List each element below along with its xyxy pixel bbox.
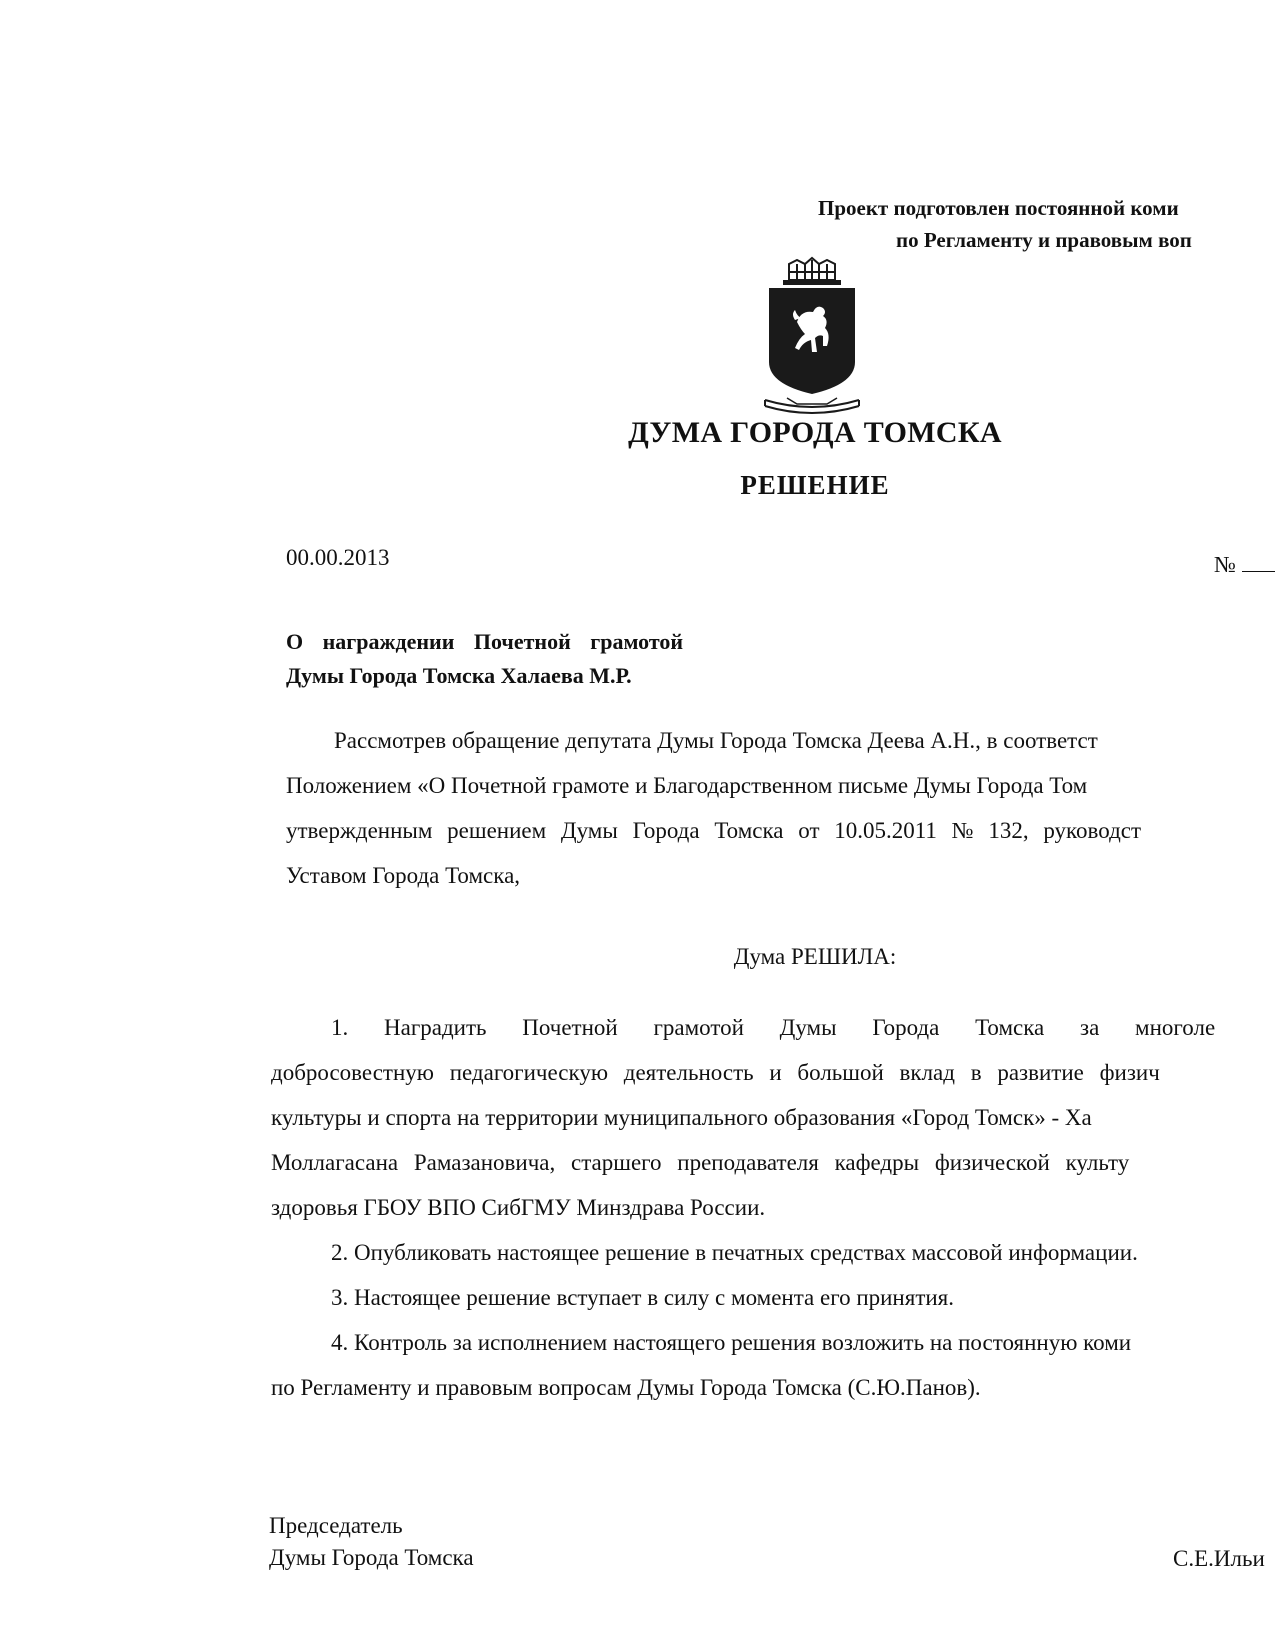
- document-date: 00.00.2013: [286, 545, 390, 570]
- signature-block: [269, 1510, 474, 1574]
- resolution-items: [271, 1005, 1275, 1410]
- preamble-line: Рассмотрев обращение депутата Думы Города Томска Деева А.Н., в соответст: [334, 728, 1098, 753]
- document-type: РЕШЕНИЕ: [740, 470, 890, 500]
- preamble: [286, 718, 1275, 898]
- organization-name: ДУМА ГОРОДА ТОМСКА: [628, 416, 1002, 449]
- document-number: [1214, 551, 1275, 578]
- preamble-line: Уставом Города Томска,: [286, 863, 521, 888]
- item-line: 1. Наградить Почетной грамотой Думы Города Томска за многоле: [331, 1015, 1216, 1040]
- subject-line-1: О награждении Почетной грамотой: [286, 629, 684, 654]
- subject-line-2: Думы Города Томска Халаева М.Р.: [286, 663, 632, 688]
- item-line: 4. Контроль за исполнением настоящего решения возложить на постоянную коми: [331, 1330, 1132, 1355]
- signature-title-line-1: Председатель: [269, 1513, 403, 1538]
- item-line: здоровья ГБОУ ВПО СибГМУ Минздрава России.: [271, 1195, 766, 1220]
- prepared-by-line-2: по Регламенту и правовым воп: [896, 228, 1192, 252]
- number-blank: [1242, 551, 1275, 572]
- item-line: Моллагасана Рамазановича, старшего преподавателя кафедры физической культу: [271, 1150, 1130, 1175]
- prepared-by-note: [818, 192, 1192, 256]
- document-subject: [286, 625, 683, 693]
- preamble-line: утвержденным решением Думы Города Томска от 10.05.2011 № 132, руководст: [286, 818, 1142, 843]
- prepared-by-line-1: Проект подготовлен постоянной коми: [818, 196, 1179, 220]
- item-line: 3. Настоящее решение вступает в силу с момента его принятия.: [331, 1285, 955, 1310]
- item-line: культуры и спорта на территории муниципального образования «Город Томск» - Ха: [271, 1105, 1092, 1130]
- preamble-line: Положением «О Почетной грамоте и Благодарственном письме Думы Города Том: [286, 773, 1088, 798]
- item-line: 2. Опубликовать настоящее решение в печатных средствах массовой информации.: [331, 1240, 1138, 1265]
- item-line: по Регламенту и правовым вопросам Думы Города Томска (С.Ю.Панов).: [271, 1375, 981, 1400]
- resolved-heading: Дума РЕШИЛА:: [733, 944, 897, 969]
- item-line: добросовестную педагогическую деятельность и большой вклад в развитие физич: [271, 1060, 1160, 1085]
- number-label: №: [1214, 552, 1236, 577]
- tomsk-coat-of-arms-icon: [757, 250, 867, 418]
- signer-name: С.Е.Ильи: [1173, 1546, 1265, 1571]
- signature-title-line-2: Думы Города Томска: [269, 1545, 474, 1570]
